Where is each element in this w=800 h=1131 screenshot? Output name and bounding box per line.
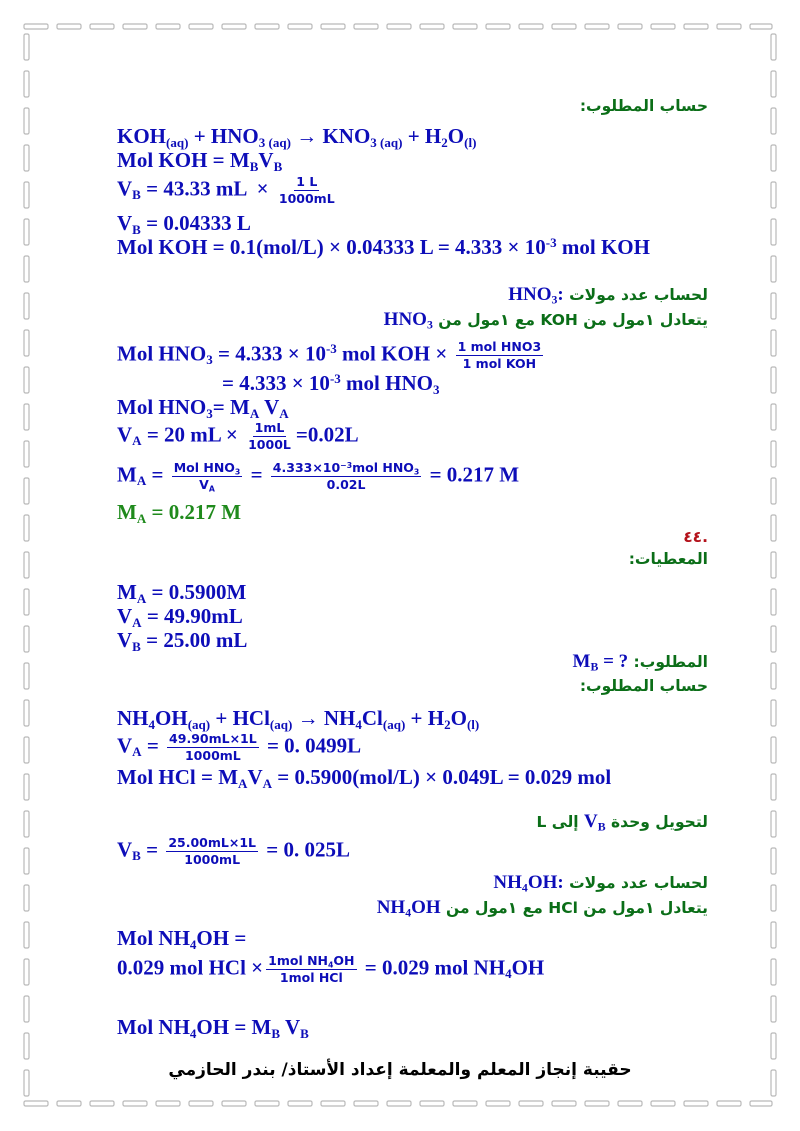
ma-final: $M_A = 0.217$ M: [117, 500, 242, 526]
heading-neutralize-hcl: يتعادل ١مول من HCl مع ١مول من $NH_4OH$: [376, 897, 708, 920]
heading-required-calc-2: حساب المطلوب:: [579, 677, 708, 695]
heading-given: المعطيات:: [628, 550, 708, 568]
given-va: $V_A = 49.90mL$: [117, 604, 243, 630]
mol-koh-calc: Mol KOH = 0.1(mol/L) × 0.04333 $L = 4.333 \times 10^{-3}$ mol KOH: [117, 234, 650, 259]
va-conversion-2: $V_A$ = $\frac{49.90mL\times 1L}{1000mL}$ = 0. 0499L: [117, 731, 362, 763]
mol-nh4oh-calc: 0.029 mol HCl × $\frac{1mol NH_4OH}{\text{1mol HCl}}$ = 0.029 mol $NH_4OH$: [117, 953, 545, 985]
heading-neutralize-koh: يتعادل ١مول من KOH مع ١مول من $HNO_3$: [383, 309, 708, 332]
problem-number: .٤٤: [683, 528, 708, 546]
ma-calc: $M_A$ = $\frac{Mol HNO_3}{V_A}$ = $\frac{4.333\times 10^{-3}mol HNO_3}{0.02L}$ = 0.217 M: [117, 460, 520, 494]
heading-vb-convert: لتحويل وحدة $V_B$ إلى L: [536, 811, 708, 834]
heading-hno3-moles: لحساب عدد مولات $HNO_3$:: [508, 284, 708, 307]
vb-conversion: $V_B = 43.33$ mL × $\frac{1 L}{1000mL}$: [117, 174, 335, 206]
heading-required-calc: حساب المطلوب:: [579, 97, 708, 115]
footer-credit: حقيبة إنجاز المعلم والمعلمة إعداد الأستاذ/ بندر الحازمي: [168, 1060, 632, 1080]
mol-koh-formula: Mol KOH = $M_BV_B$: [117, 148, 283, 174]
vb-conversion-2: $V_B$ = $\frac{25.00mL\times 1L}{1000mL}$ = 0. 025L: [117, 835, 350, 867]
mol-nh4oh-label: Mol $NH_4OH$ =: [117, 926, 247, 952]
heading-nh4oh-moles: لحساب عدد مولات $NH_4OH$:: [493, 872, 708, 895]
vb-liters: $V_B = 0.04333$ L: [117, 211, 251, 237]
reaction-koh-hno3: $KOH_{(aq)} + HNO_{3 (aq)} \to KNO_{3 (aq)} + H_2O_{(l)}$: [117, 124, 477, 150]
mol-hno3-formula: Mol $HNO_3= M_A$ $V_A$: [117, 395, 289, 421]
mol-nh4oh-formula: Mol $NH_4OH = M_B$ $V_B$: [117, 1015, 309, 1041]
reaction-nh4oh-hcl: $NH_4OH_{(aq)} + HCl_{(aq)} \to NH_4Cl_{(aq)} + H_2O_{(l)}$: [117, 706, 480, 732]
heading-required-mb: المطلوب: $M_B$ = ?: [572, 651, 708, 674]
va-conversion: $V_A = 20$ mL × $\frac{1mL}{1000L}$ =0.02L: [117, 420, 359, 452]
given-ma: $M_A = 0.5900M$: [117, 580, 247, 606]
given-vb: $V_B = 25.00$ mL: [117, 628, 248, 654]
mol-hno3-result: = $4.333 \times 10^{-3}$ mol $HNO_3$: [222, 370, 440, 397]
mol-hno3-calc: Mol $HNO_3 = 4.333 \times 10^{-3}$ mol KOH × $\frac{\text{1 mol HNO3}}{\text{1 mol KOH}}$: [117, 339, 542, 371]
mol-hcl-calc: Mol HCl = $M_AV_A = 0.5900(mol/L) \times 0.049L = 0.029$ mol: [117, 765, 612, 791]
